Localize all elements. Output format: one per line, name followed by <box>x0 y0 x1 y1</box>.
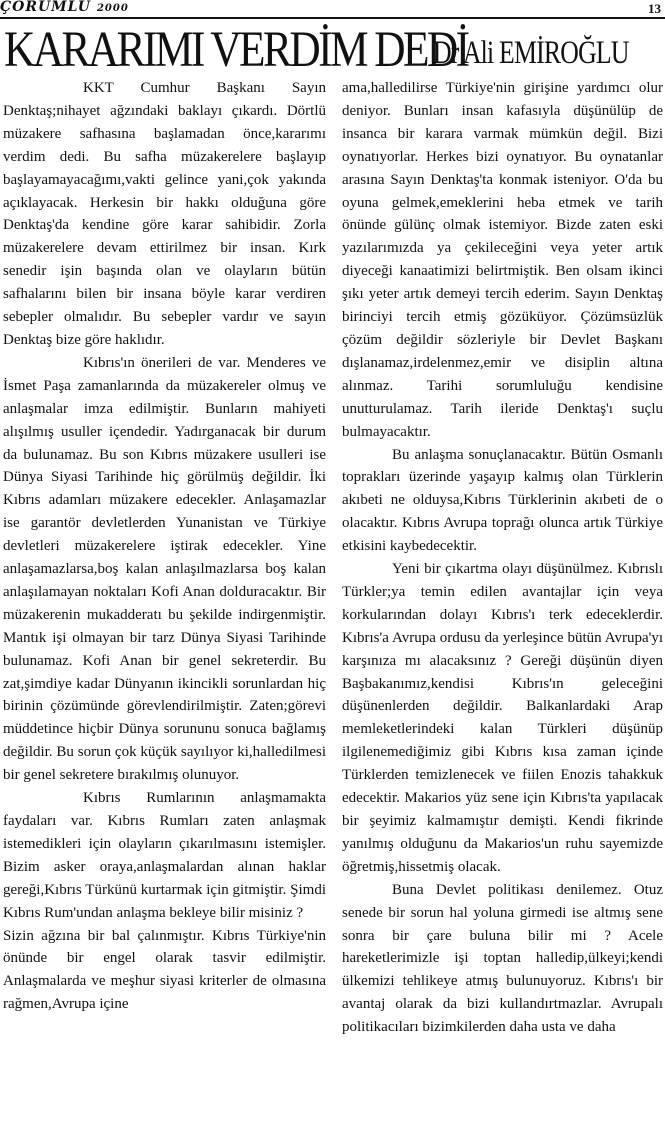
right-column <box>342 77 663 1039</box>
paragraph: ama,halledilirse Türkiye'nin girişine yardımcı olur deniyor. Bunları insan kafasıyla düşünülüp de insanca bir karara varmak mümkün değil. Bizi oynatıyorlar. Herkes bizi oynatıyor. Bu oynatanlar arasına Sayın Denktaş'ta konmak isteniyor. O'da bu oyuna gelmek,emeklerini heba etmek ve tarih önünde gülünç olmak istemiyor. Bizde zaten eski yazılarımızda ya çekileceğini veya yeter artık diyeceği kanaatimizi belirtmiştik. Ben olsam ikinci şıkı yeter artık demeyi tercih ederim. Sayın Denktaş birinciyi tercih etmiş gözüküyor. Çözümsüzlük çözüm değildir sözleriyle bir Devlet Başkanı dışlanamaz,irdelenmez,emir ve disiplin altına alınmaz. Tarihi sorumluluğu kendisine unutturulamaz. Tarih ileride Denktaş'ı suçlu bulmayacaktır. <box>342 80 663 440</box>
paragraph: Kıbrıs'ın önerileri de var. Menderes ve İsmet Paşa zamanlarında da müzakereler olmuş ve anlaşmalar imza edilmiştir. Bunların mahiyeti alışılmış usuller içendedir. Yadırganacak bir durum da bulunamaz. Bu son Kıbrıs müzakere usulleri ise Dünya Siyasi Tarihinde hiç görülmüş değildir. İki Kıbrıs adamları müzakere edecekler. Anlaşamazlar ise garantör devletlerden Yunanistan ve Türkiye devletleri müzakerelere iştirak edecekler. Yine anlaşamazlarsa,boş kalan anlaşılmazlarsa boş kalan anlaşılamayan noktaları Kofi Anan dolduracaktır. Bir müzakerenin mukadderatı bu şekilde indirgenmiştir. Mantık işi olmayan bir tarz Dünya Siyasi Tarihinde bulunamaz. Kofi Anan bir genel sekreterdir. Bu zat,şimdiye kadar Dünyanın ikincikli sorunlardan hiç birinin çözümünde görevlendirilmiştir. Zaten;görevi müddetince hiçbir Dünya sorununu sonuca bağlamış değildir. Bu sorun çok küçük sayılıyor ki,halledilmesi bir genel sekretere bırakılmış olunuyor. <box>3 354 326 784</box>
masthead <box>0 0 129 15</box>
paragraph: Sizin ağzına bir bal çalınmıştır. Kıbrıs Türkiye'nin önünde bir engel olarak tasvir edilmiştir. Anlaşmalarda ve meşhur siyasi kriterler de olmasına rağmen,Avrupa içine <box>3 927 326 1013</box>
article-title: KARARIMI VERDİM DEDİ <box>4 22 468 78</box>
page-header <box>0 0 665 17</box>
article-author: Dr Ali EMİROĞLU <box>433 35 629 71</box>
paragraph: KKT Cumhur Başkanı Sayın Denktaş;nihayet ağzındaki baklayı çıkardı. Dörtlü müzakere safhasına başlamadan önce,kararımı verdim dedi. Bu safha müzakerelere başlayıp başlayamayacağımı,vakti gelince yani,çok yakında açıklayacak. Herkesin bir hakkı olduğuna göre Denktaş'da kendine göre karar sahibidir. Zorla müzakerelere devam ettirilmez bir insan. Kırk senedir işin başında olan ve olayların bütün safhalarını bilen bir insana böyle karar verdiren sebepler olmalıdır. Bu sebepler vardır ve sayın Denktaş bize göre haklıdır. <box>3 80 326 348</box>
left-column <box>3 77 326 1016</box>
masthead-year: 2000 <box>96 3 129 14</box>
page-number: 13 <box>648 1 661 16</box>
paragraph: Buna Devlet politikası denilemez. Otuz senede bir sorun hal yoluna girmedi ise altmış sene sonra bir çare buluna bilir mi ? Acele hareketlerimizle işi toptan halledip,ülkeyi;kendi ülkemizi tehlikeye atmış bulunuyoruz. Kıbrıs'ı bir avantaj olarak da bizi kullandırtmazlar. Avrupalı politikacıları bizimkilerden daha usta ve daha <box>342 881 663 1036</box>
paragraph: Kıbrıs Rumlarının anlaşmamakta faydaları var. Kıbrıs Rumları zaten anlaşmak istemedikleri için olayların çıkarılmasını istemişler. Bizim asker oraya,anlaşmalardan alınan haklar gereği,Kıbrıs Türkünü kurtarmak için gitmiştir. Şimdi Kıbrıs Rum'undan anlaşma bekleye bilir misiniz ? <box>3 790 326 921</box>
masthead-title: ÇORUMLU <box>0 0 91 15</box>
paragraph: Yeni bir çıkartma olayı düşünülmez. Kıbrıslı Türkler;ya temin edilen avantajlar için veya korkularından dolayı Kıbrıs'ı terk edeceklerdir. Kıbrıs'a Avrupa ordusu da yerleşince bütün Avrupa'yı karşınıza mı alacaksınız ? Gereği düşünün diyen Başbakanımız,kendisi Kıbrıs'ın geleceğini düşünenlerden değildir. Balkanlardaki Arap memleketlerindeki kalan Türkleri düşünüp ilgilenemediğimiz gibi Kıbrıs kısa zaman içinde Türklerden temizlenecek ve fiilen Enozis tahakkuk edecektir. Makarios yüz sene için Kıbrıs'ta yapılacak bir şeyimiz kalmamıştır demişti. Kendi fikrinde yanılmış olduğunu da Makarios'un ruhu sayemizde öğretmiş,hissetmiş olacak. <box>342 561 663 875</box>
paragraph: Bu anlaşma sonuçlanacaktır. Bütün Osmanlı toprakları üzerinde yaşayıp kalmış olan Türklerin akıbeti ne olduysa,Kıbrıs Türklerinin akıbeti de o olacaktır. Kıbrıs Avrupa toprağı olunca artık Türkiye etkisini kaybedecektir. <box>342 446 663 555</box>
header-rule <box>0 17 665 19</box>
